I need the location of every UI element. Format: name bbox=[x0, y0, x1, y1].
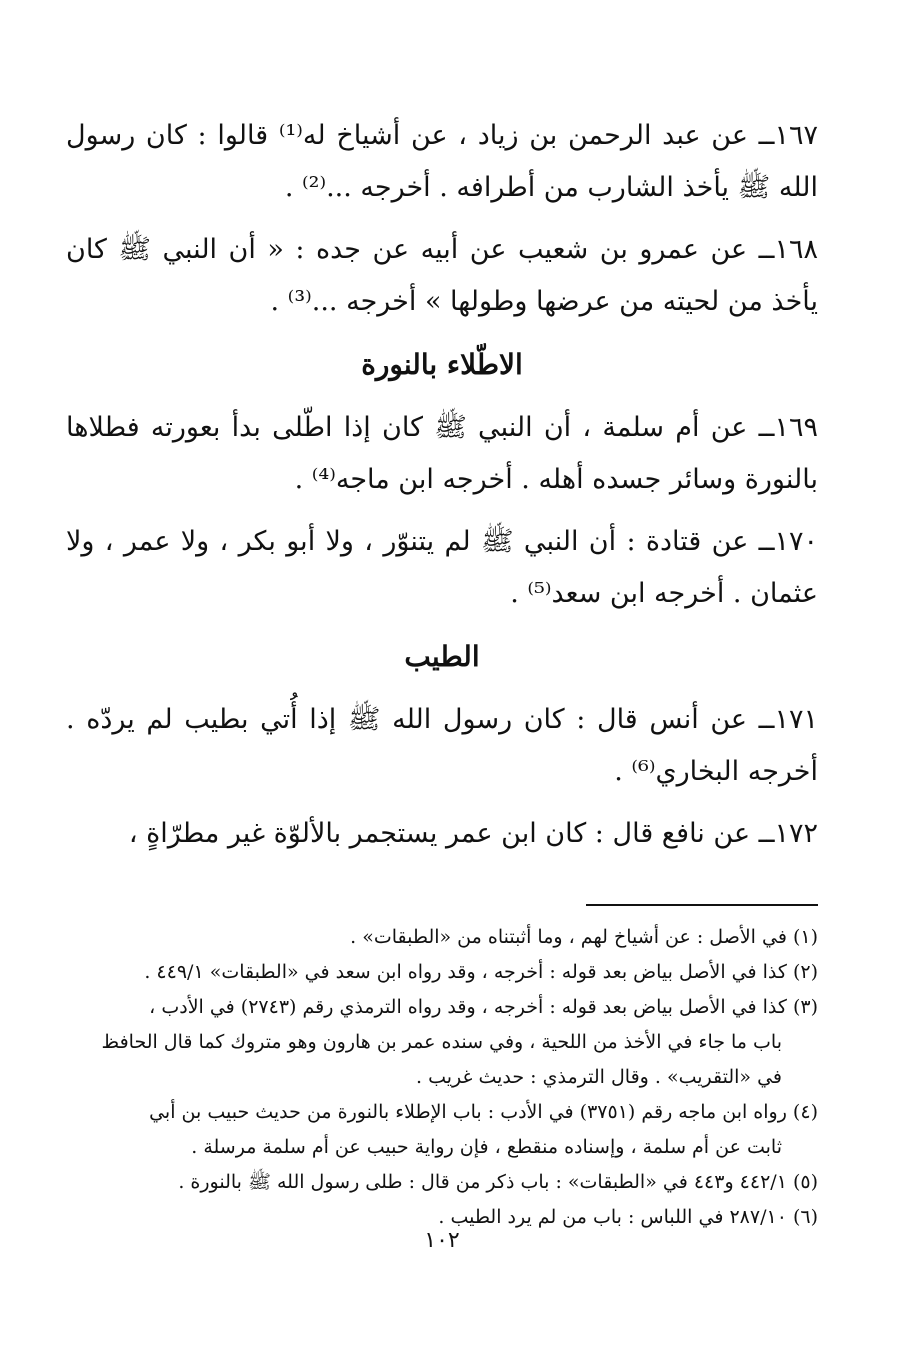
page-number: ١٠٢ bbox=[424, 1228, 460, 1253]
footnote-separator bbox=[586, 904, 818, 906]
footnotes bbox=[66, 920, 818, 1235]
hadith-170: ١٧٠ــ عن قتادة : أن النبي ﷺ لم يتنوّر ، ولا أبو بكر ، ولا عمر ، ولا عثمان . أخرجه ابن سعد⁽⁵⁾ . bbox=[66, 526, 818, 609]
section-heading-itlaa: الاطّلاء بالنورة bbox=[361, 348, 523, 381]
footnote-6: (٦) ٢٨٧/١٠ في اللباس : باب من لم يرد الطيب . bbox=[438, 1206, 818, 1228]
footnote-2: (٢) كذا في الأصل بياض بعد قوله : أخرجه ، وقد رواه ابن سعد في «الطبقات» ٤٤٩/١ . bbox=[144, 961, 818, 983]
footnote-4-line-2: ثابت عن أم سلمة ، وإسناده منقطع ، فإن رواية حبيب عن أم سلمة مرسلة . bbox=[191, 1136, 782, 1158]
hadith-169: ١٦٩ــ عن أم سلمة ، أن النبي ﷺ كان إذا اطّلى بدأ بعورته فطلاها بالنورة وسائر جسده أهله . أخرجه ابن ماجه⁽⁴⁾ . bbox=[66, 412, 818, 495]
hadith-172: ١٧٢ــ عن نافع قال : كان ابن عمر يستجمر بالألوّة غير مطرّاةٍ ، bbox=[128, 818, 818, 849]
footnote-3-line-3: في «التقريب» . وقال الترمذي : حديث غريب . bbox=[416, 1066, 782, 1088]
hadith-171: ١٧١ــ عن أنس قال : كان رسول الله ﷺ إذا أُتي بطيب لم يردّه . أخرجه البخاري⁽⁶⁾ . bbox=[66, 704, 818, 787]
section-heading-tib: الطيب bbox=[404, 640, 480, 673]
footnote-4: (٤) رواه ابن ماجه رقم (٣٧٥١) في الأدب : باب الإطلاء بالنورة من حديث حبيب بن أبي bbox=[149, 1101, 818, 1123]
hadith-168: ١٦٨ــ عن عمرو بن شعيب عن أبيه عن جده : « أن النبي ﷺ كان يأخذ من لحيته من عرضها وطولها » أخرجه ...⁽³⁾ . bbox=[66, 234, 818, 317]
document-page bbox=[66, 110, 818, 1310]
hadith-167: ١٦٧ــ عن عبد الرحمن بن زياد ، عن أشياخ له⁽¹⁾ قالوا : كان رسول الله ﷺ يأخذ الشارب من أطرافه . أخرجه ...⁽²⁾ . bbox=[66, 120, 818, 203]
footnote-3: (٣) كذا في الأصل بياض بعد قوله : أخرجه ، وقد رواه الترمذي رقم (٢٧٤٣) في الأدب ، bbox=[149, 996, 818, 1018]
footnote-5: (٥) ٤٤٢/١ و٤٤٣ في «الطبقات» : باب ذكر من قال : طلى رسول الله ﷺ بالنورة . bbox=[178, 1171, 818, 1193]
footnote-3-line-2: باب ما جاء في الأخذ من اللحية ، وفي سنده عمر بن هارون وهو متروك كما قال الحافظ bbox=[101, 1031, 782, 1053]
footnote-1: (١) في الأصل : عن أشياخ لهم ، وما أثبتناه من «الطبقات» . bbox=[350, 926, 818, 948]
